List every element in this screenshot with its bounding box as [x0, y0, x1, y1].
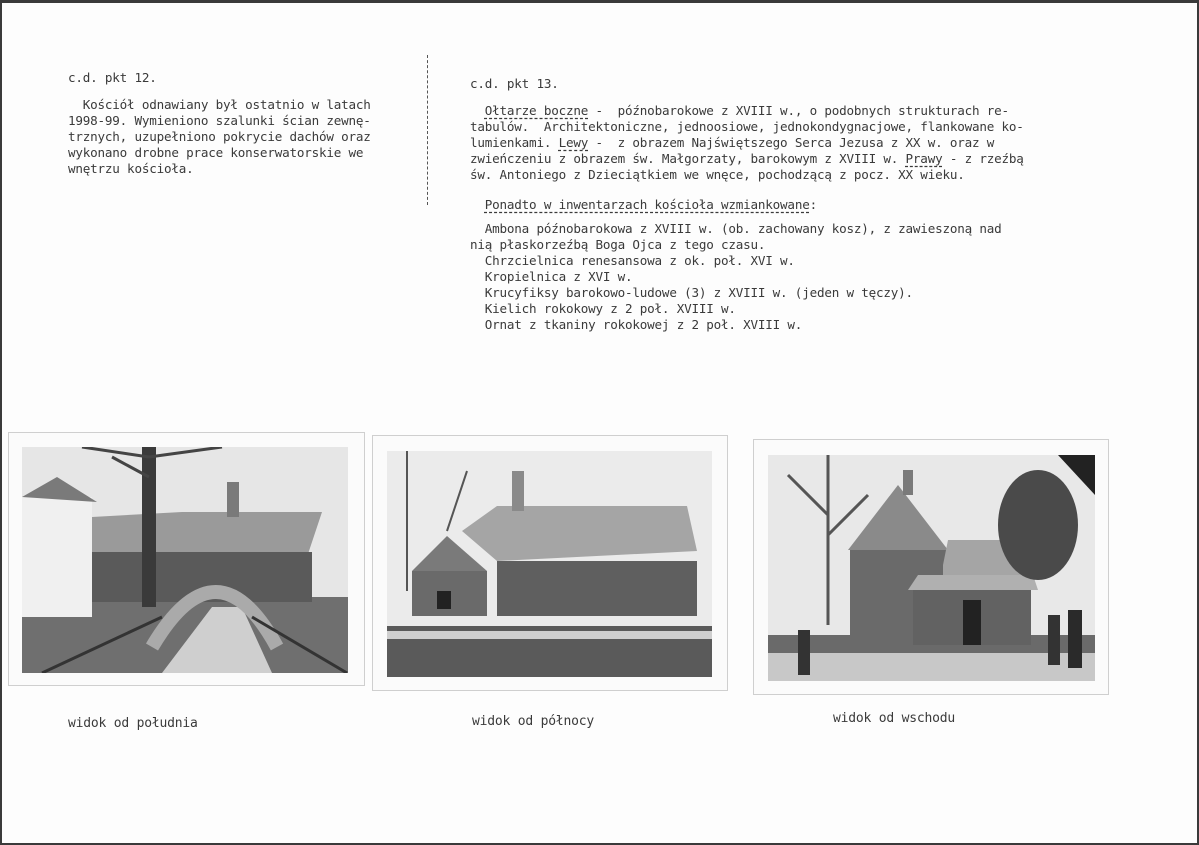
inventory-heading: Ponadto w inwentarzach kościoła wzmiankowane:: [484, 197, 817, 212]
column-divider: [427, 55, 428, 205]
text-line: Kościół odnawiany był ostatnio w latach: [68, 97, 371, 112]
photo-caption-south: widok od południa: [68, 716, 198, 731]
inventory-line: nią płaskorzeźbą Boga Ojca z tego czasu.: [470, 237, 766, 252]
inventory-line: Kropielnica z XVI w.: [470, 269, 633, 284]
section-heading: c.d. pkt 12.: [68, 70, 157, 85]
text-line: wnętrzu kościoła.: [68, 161, 194, 176]
inventory-line: Krucyfiksy barokowo-ludowe (3) z XVIII w. (jeden w tęczy).: [470, 285, 913, 300]
photo-caption-north: widok od północy: [472, 714, 595, 729]
text-line: wykonano drobne prace konserwatorskie we: [68, 145, 364, 160]
inventory-line: Ornat z tkaniny rokokowej z 2 poł. XVIII w.: [470, 317, 803, 332]
photo-north: [387, 451, 712, 677]
document-page: [2, 3, 1197, 843]
altars-label: Ołtarze boczne: [484, 103, 589, 118]
text-line: Ołtarze boczne - późnobarokowe z XVIII w., o podobnych strukturach re-: [484, 103, 1009, 118]
text-line: lumienkami. Lewy - z obrazem Najświętszego Serca Jezusa z XX w. oraz w: [470, 135, 995, 150]
inventory-line: Ambona późnobarokowa z XVIII w. (ob. zachowany kosz), z zawieszoną nad: [470, 221, 1002, 236]
inventory-line: Chrzcielnica renesansowa z ok. poł. XVI w.: [470, 253, 795, 268]
photo-east: [768, 455, 1095, 681]
text-line: trznych, uzupełniono pokrycie dachów oraz: [68, 129, 371, 144]
text-line: 1998-99. Wymieniono szalunki ścian zewnę-: [68, 113, 371, 128]
inventory-line: Kielich rokokowy z 2 poł. XVIII w.: [470, 301, 736, 316]
right-altar-label: Prawy: [905, 151, 943, 166]
photo-caption-east: widok od wschodu: [833, 711, 956, 726]
photo-south: [22, 447, 348, 673]
left-altar-label: Lewy: [558, 135, 589, 150]
photo-card-south: [8, 432, 365, 686]
photo-card-east: [753, 439, 1109, 695]
text-line: św. Antoniego z Dzieciątkiem we wnęce, pochodzącą z pocz. XX wieku.: [470, 167, 965, 182]
text-line: tabulów. Architektoniczne, jednoosiowe, jednokondygnacjowe, flankowane ko-: [470, 119, 1024, 134]
text-line: zwieńczeniu z obrazem św. Małgorzaty, barokowym z XVIII w. Prawy - z rzeźbą: [470, 151, 1024, 166]
photo-card-north: [372, 435, 728, 691]
section-heading: c.d. pkt 13.: [470, 76, 559, 91]
